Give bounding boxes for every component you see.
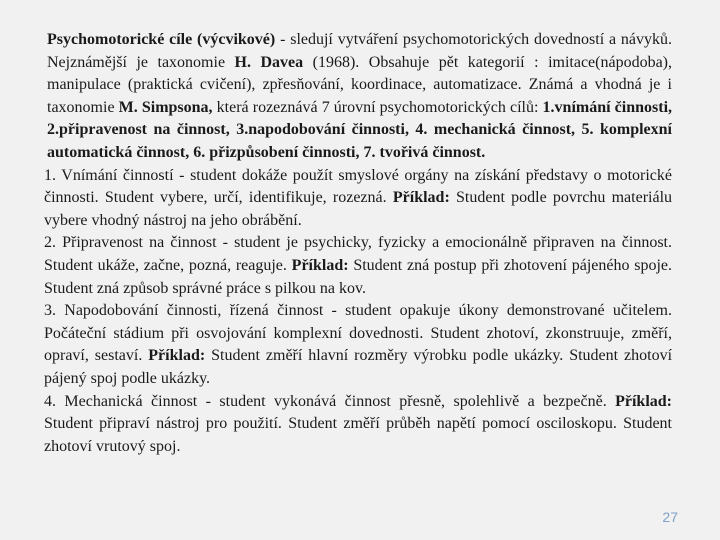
level-3-text: 3. Napodobování činnosti, řízená činnost - student opakuje úkony demonstrované učitelem. Počáteční stádium při osvojování komplexní dovednosti. Student zhotoví, zkonstruuje, změří, opraví, sestaví. <box>44 302 672 365</box>
level-2-text: 2. Připravenost na činnost - student je psychicky, fyzicky a emocionálně připraven na činnost. Student ukáže, začne, pozná, reaguje. <box>44 234 672 274</box>
intro-text-3: která rozeznává 7 úrovní psychomotorických cílů: <box>212 98 543 116</box>
level-1-text: 1. Vnímání činností - student dokáže použít smyslové orgány na získání představy o motorické činnosti. Student vybere, určí, identifikuje, rozezná. <box>44 166 672 207</box>
intro-text-1: - sledují vytváření psychomotorických dovedností a návyků. Nejznámější je taxonomie <box>47 31 673 71</box>
level-1-example: Student podle povrchu materiálu vybere vhodný nástroj na jeho obrábění. <box>44 189 673 229</box>
page-number: 27 <box>662 509 678 525</box>
level-2-paragraph <box>44 232 672 300</box>
level-3-paragraph <box>44 300 672 390</box>
term-heading: Psychomotorické cíle (výcvikové) <box>47 31 276 48</box>
intro-paragraph <box>44 29 672 165</box>
intro-text-2: (1968). Obsahuje pět kategorií : imitace(nápodoba), manipulace (praktická cvičení), zpřesňování, koordinace, automatizace. Známá a vhodná je i taxonomie <box>47 53 673 116</box>
level-4-paragraph <box>44 391 672 459</box>
example-label: Příklad: <box>291 256 349 274</box>
author-davea: H. Davea <box>234 53 304 71</box>
level-4-example: Student připraví nástroj pro použití. Student změří průběh napětí pomocí osciloskopu. Student zhotoví vrutový spoj. <box>44 415 672 455</box>
example-label: Příklad: <box>615 392 672 410</box>
slide-body <box>44 29 672 458</box>
level-2-example: Student zná postup při zhotovení pájeného spoje. Student zná způsob správné práce s pilkou na kov. <box>44 256 673 297</box>
example-label: Příklad: <box>148 347 206 365</box>
author-simpson: M. Simpsona, <box>118 98 213 116</box>
level-3-example: Student změří hlavní rozměry výrobku podle ukázky. Student zhotoví pájený spoj podle ukázky. <box>44 347 673 387</box>
levels-list: 1.vnímání činnosti, 2.připravenost na činnost, 3.napodobování činnosti, 4. mechanická činnost, 5. komplexní automatická činnost, 6. přizpůsobení činnosti, 7. tvořivá činnost. <box>47 98 673 161</box>
example-label: Příklad: <box>392 189 450 207</box>
level-4-text: 4. Mechanická činnost - student vykonává činnost přesně, spolehlivě a bezpečně. <box>44 392 616 410</box>
level-1-paragraph <box>44 165 672 233</box>
